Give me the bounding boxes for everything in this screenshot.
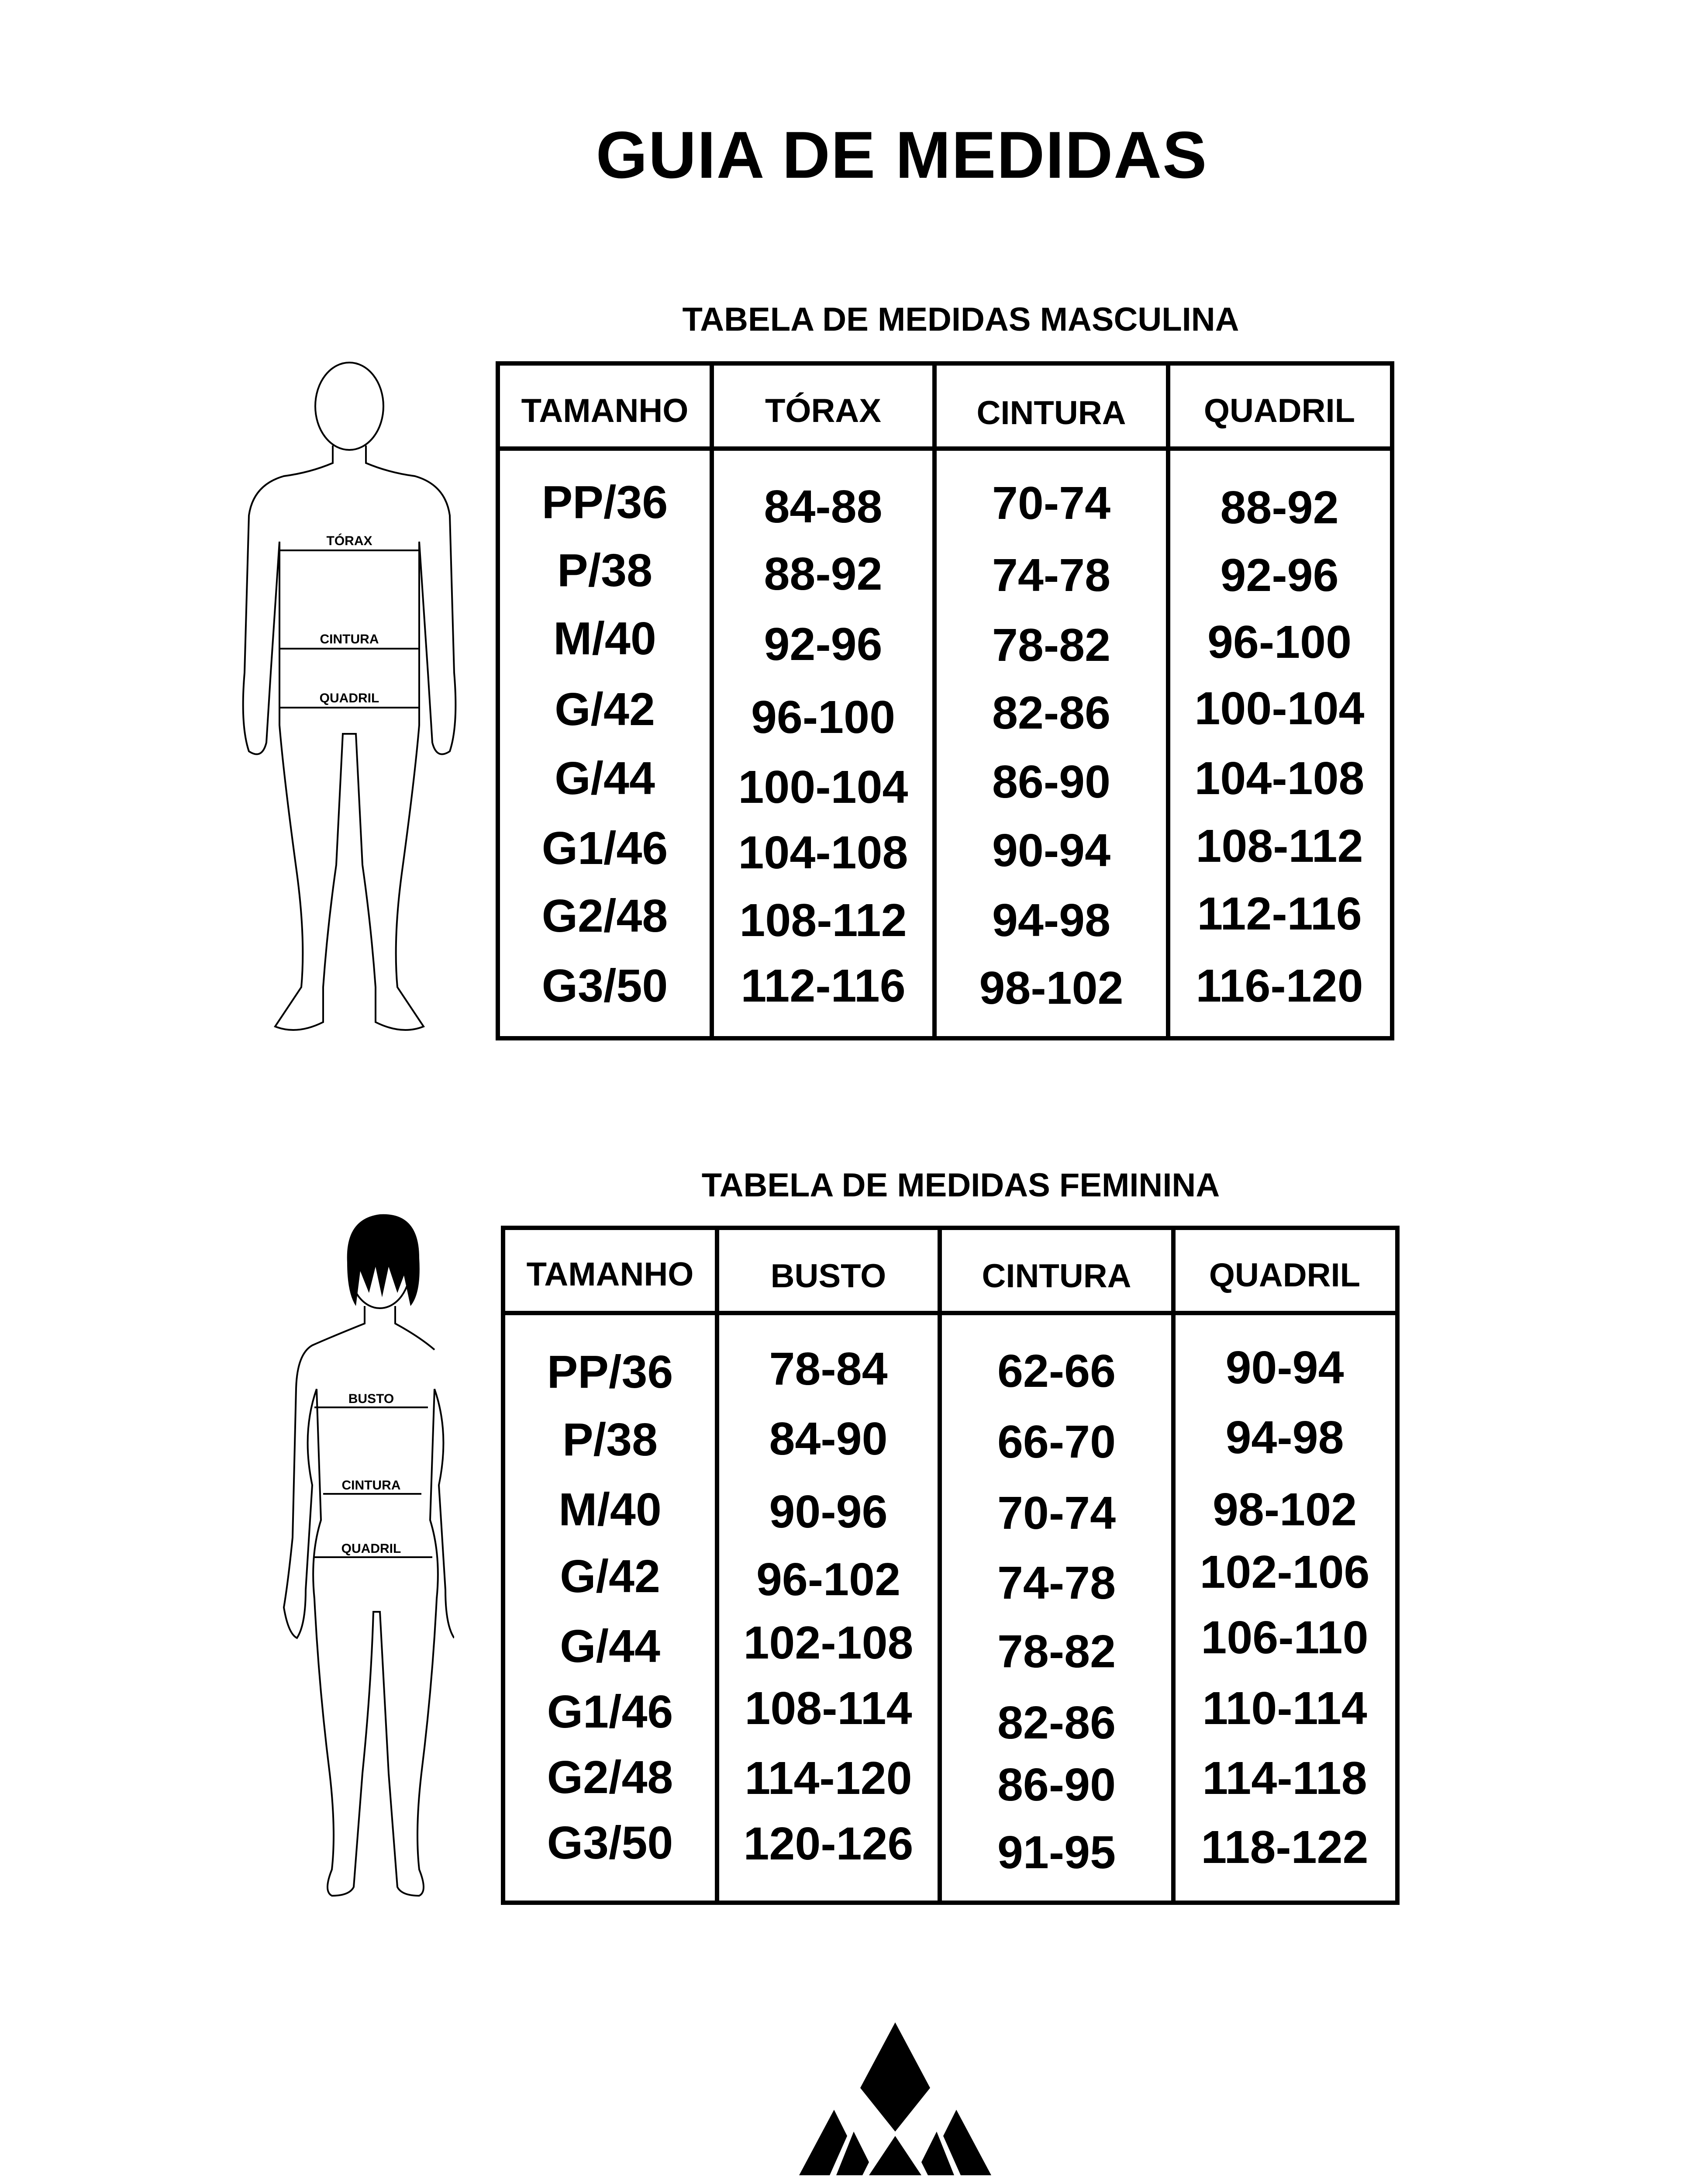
female-quadril-value: 94-98 [1225,1412,1344,1463]
female-busto-value: 108-114 [745,1683,912,1734]
female-label-quadril: QUADRIL [341,1541,401,1556]
female-col-sizes [505,1230,715,1901]
female-cintura-value: 82-86 [997,1697,1116,1749]
male-col-quadril [1170,366,1389,1036]
female-cintura-value: 62-66 [997,1345,1116,1397]
female-cintura-value: 74-78 [997,1557,1116,1609]
male-size: PP/36 [541,477,668,528]
female-quadril-value: 106-110 [1201,1612,1369,1663]
male-header-tamanho: TAMANHO [521,392,689,429]
male-body-figure [236,358,463,1048]
female-size: G/44 [560,1621,660,1672]
male-cintura-value: 94-98 [992,895,1111,946]
female-header-quadril: QUADRIL [1209,1257,1361,1294]
male-cintura-value: 70-74 [992,477,1111,529]
male-col-sizes [500,366,710,1036]
male-quadril-value: 108-112 [1196,820,1363,872]
male-label-quadril: QUADRIL [319,691,379,705]
female-busto-value: 78-84 [769,1343,888,1395]
male-torax-value: 108-112 [739,895,907,946]
female-header-cintura: CINTURA [982,1258,1131,1295]
male-header-quadril: QUADRIL [1203,392,1355,429]
female-size: G3/50 [547,1817,673,1869]
male-quadril-value: 100-104 [1194,683,1365,734]
male-size: G1/46 [541,822,668,874]
female-header-busto: BUSTO [770,1258,886,1295]
female-body-figure [271,1206,454,1913]
female-quadril-value: 98-102 [1212,1484,1357,1535]
female-busto-value: 120-126 [743,1818,914,1870]
male-quadril-value: 104-108 [1194,753,1365,804]
female-size: G1/46 [547,1686,673,1738]
male-size: P/38 [557,545,653,596]
male-header-torax: TÓRAX [765,392,881,429]
male-cintura-value: 78-82 [992,619,1111,671]
page-title: GUIA DE MEDIDAS [596,118,1208,192]
male-label-cintura: CINTURA [320,632,379,646]
male-cintura-value: 90-94 [992,825,1111,876]
male-torax-value: 92-96 [764,619,883,670]
male-torax-value: 88-92 [764,548,883,600]
female-size: G/42 [560,1551,660,1602]
female-col-cintura [942,1230,1171,1901]
female-quadril-value: 90-94 [1225,1342,1344,1393]
male-torax-value: 84-88 [764,481,883,532]
female-label-busto: BUSTO [348,1392,394,1406]
female-quadril-value: 102-106 [1200,1546,1370,1598]
female-cintura-value: 91-95 [997,1827,1116,1878]
female-cintura-value: 66-70 [997,1416,1116,1468]
male-torax-value: 112-116 [741,960,906,1012]
male-cintura-value: 86-90 [992,756,1111,808]
male-header-cintura: CINTURA [976,394,1126,432]
male-cintura-value: 82-86 [992,687,1111,739]
male-torax-value: 104-108 [738,827,908,878]
male-size: G/44 [555,753,655,804]
female-busto-value: 96-102 [756,1554,901,1605]
male-size-table [496,361,1394,1040]
female-quadril-value: 118-122 [1201,1821,1369,1873]
male-size: M/40 [553,613,656,664]
male-label-torax: TÓRAX [326,534,372,548]
female-busto-value: 84-90 [769,1413,888,1465]
female-size: G2/48 [547,1752,673,1803]
female-size: PP/36 [547,1346,673,1398]
male-quadril-value: 96-100 [1207,616,1352,668]
male-size: G/42 [555,684,655,735]
male-torax-value: 96-100 [751,691,896,743]
female-size-table [501,1226,1400,1905]
female-size: M/40 [559,1484,662,1535]
female-label-cintura: CINTURA [341,1478,401,1493]
male-quadril-value: 88-92 [1220,482,1339,533]
female-busto-value: 102-108 [743,1617,914,1669]
male-size: G3/50 [541,960,668,1012]
female-header-tamanho: TAMANHO [526,1256,694,1293]
female-cintura-value: 70-74 [997,1487,1116,1539]
male-quadril-value: 112-116 [1197,888,1362,940]
male-quadril-value: 116-120 [1196,960,1363,1012]
mutreta-logo-icon [799,2022,991,2184]
female-quadril-value: 110-114 [1202,1683,1367,1734]
male-size: G2/48 [541,890,668,942]
male-cintura-value: 74-78 [992,549,1111,601]
female-col-quadril [1176,1230,1394,1901]
male-torax-value: 100-104 [738,761,908,813]
female-busto-value: 90-96 [769,1486,888,1538]
female-quadril-value: 114-118 [1202,1752,1367,1804]
female-cintura-value: 78-82 [997,1626,1116,1677]
male-quadril-value: 92-96 [1220,549,1339,601]
male-col-torax [714,366,932,1036]
female-size: P/38 [562,1414,658,1465]
female-col-busto [719,1230,938,1901]
female-table-title: TABELA DE MEDIDAS FEMININA [701,1167,1220,1204]
male-table-title: TABELA DE MEDIDAS MASCULINA [682,301,1239,338]
female-cintura-value: 86-90 [997,1759,1116,1811]
male-col-cintura [937,366,1166,1036]
female-busto-value: 114-120 [745,1752,912,1804]
male-cintura-value: 98-102 [979,962,1124,1014]
